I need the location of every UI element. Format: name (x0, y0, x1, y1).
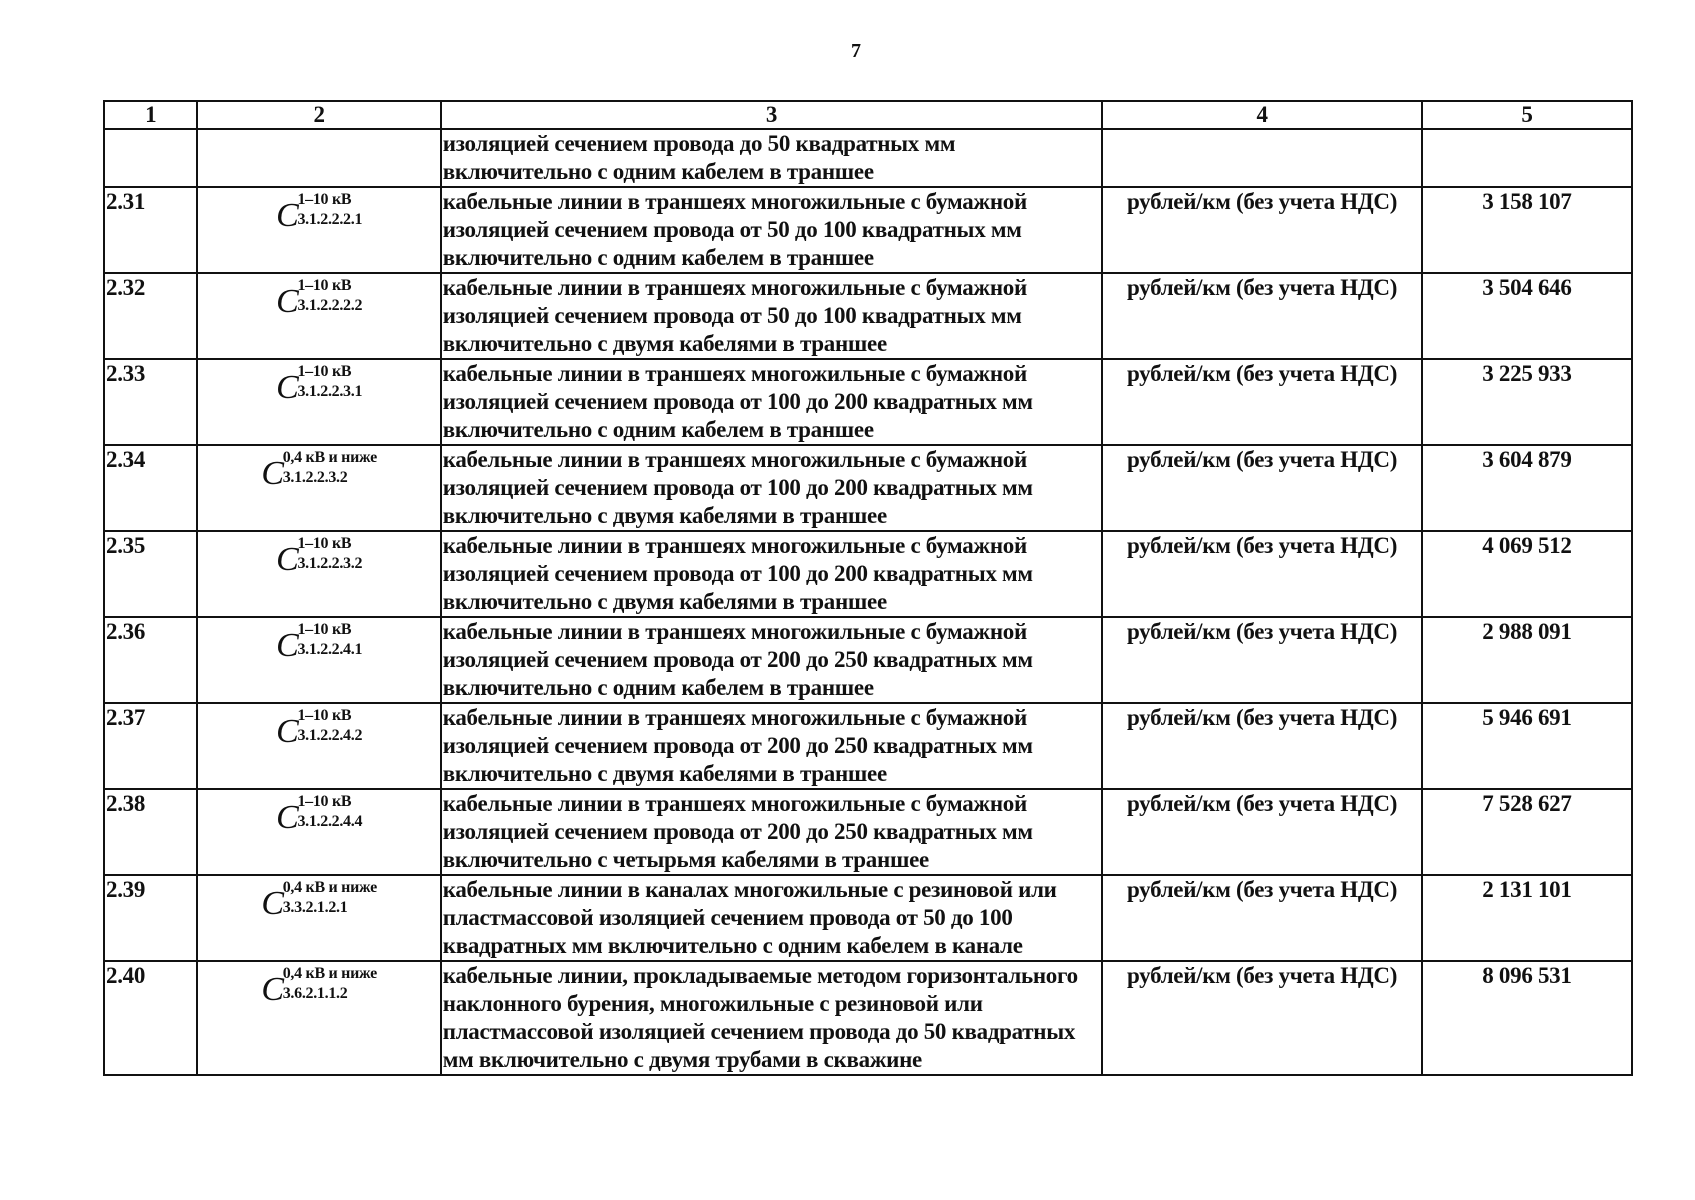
voltage-superscript: 0,4 кВ и ниже (282, 879, 377, 896)
code-subscript: 3.1.2.2.3.2 (297, 555, 363, 572)
code-cell (197, 359, 440, 445)
code-scripts (297, 276, 362, 316)
value-cell: 3 504 646 (1422, 273, 1632, 359)
column-header-2: 2 (197, 101, 440, 129)
tariff-code (276, 618, 362, 670)
code-subscript: 3.1.2.2.3.2 (282, 469, 348, 486)
code-letter: C (276, 369, 299, 406)
continuation-row (104, 129, 1632, 187)
code-subscript: 3.1.2.2.4.4 (297, 813, 363, 830)
tariff-code (276, 188, 362, 240)
table-row (104, 875, 1632, 961)
description-cell: кабельные линии в траншеях многожильные с бумажной изоляцией сечением провода от 50 до 100 квадратных мм включительно с одним кабелем в траншее (441, 187, 1102, 273)
unit-cell: рублей/км (без учета НДС) (1102, 273, 1422, 359)
unit-cell: рублей/км (без учета НДС) (1102, 789, 1422, 875)
voltage-superscript: 0,4 кВ и ниже (282, 965, 377, 982)
row-number: 2.34 (104, 445, 197, 531)
row-number: 2.40 (104, 961, 197, 1075)
tariff-code (276, 790, 362, 842)
description-cell: кабельные линии в каналах многожильные с резиновой или пластмассовой изоляцией сечением провода от 50 до 100 квадратных мм включительно с одним кабелем в канале (441, 875, 1102, 961)
voltage-superscript: 1–10 кВ (297, 191, 352, 208)
code-subscript: 3.1.2.2.4.2 (297, 727, 363, 744)
tariff-code (276, 360, 362, 412)
description-cell: кабельные линии в траншеях многожильные с бумажной изоляцией сечением провода от 200 до 250 квадратных мм включительно с одним кабелем в траншее (441, 617, 1102, 703)
value-cell (1422, 129, 1632, 187)
code-scripts (297, 190, 362, 230)
description-cell: кабельные линии в траншеях многожильные с бумажной изоляцией сечением провода от 50 до 100 квадратных мм включительно с двумя кабелями в траншее (441, 273, 1102, 359)
unit-cell: рублей/км (без учета НДС) (1102, 617, 1422, 703)
value-cell: 4 069 512 (1422, 531, 1632, 617)
voltage-superscript: 1–10 кВ (297, 363, 352, 380)
value-cell: 5 946 691 (1422, 703, 1632, 789)
voltage-superscript: 1–10 кВ (297, 621, 352, 638)
code-cell (197, 531, 440, 617)
code-scripts (283, 878, 377, 918)
table-row (104, 617, 1632, 703)
tariff-code (261, 962, 377, 1014)
table-body (104, 129, 1632, 1075)
table-row (104, 789, 1632, 875)
code-scripts (297, 362, 362, 402)
description-cell: кабельные линии в траншеях многожильные с бумажной изоляцией сечением провода от 200 до 250 квадратных мм включительно с четырьмя кабелями в траншее (441, 789, 1102, 875)
row-number: 2.39 (104, 875, 197, 961)
code-subscript: 3.1.2.2.3.1 (297, 383, 363, 400)
code-letter: C (261, 971, 284, 1008)
row-number: 2.35 (104, 531, 197, 617)
row-number: 2.33 (104, 359, 197, 445)
code-subscript: 3.6.2.1.1.2 (282, 985, 348, 1002)
voltage-superscript: 1–10 кВ (297, 793, 352, 810)
voltage-superscript: 0,4 кВ и ниже (282, 449, 377, 466)
code-cell (197, 875, 440, 961)
voltage-superscript: 1–10 кВ (297, 535, 352, 552)
code-letter: C (261, 455, 284, 492)
unit-cell: рублей/км (без учета НДС) (1102, 359, 1422, 445)
table-row (104, 961, 1632, 1075)
value-cell: 3 158 107 (1422, 187, 1632, 273)
unit-cell: рублей/км (без учета НДС) (1102, 187, 1422, 273)
code-letter: C (276, 283, 299, 320)
column-header-5: 5 (1422, 101, 1632, 129)
row-number: 2.32 (104, 273, 197, 359)
unit-cell: рублей/км (без учета НДС) (1102, 961, 1422, 1075)
table-row (104, 445, 1632, 531)
row-number: 2.36 (104, 617, 197, 703)
tariff-code (276, 274, 362, 326)
column-header-4: 4 (1102, 101, 1422, 129)
table-row (104, 531, 1632, 617)
tariff-code (276, 704, 362, 756)
page-number: 7 (851, 40, 861, 62)
num-cell (104, 129, 197, 187)
tariff-code (261, 876, 377, 928)
code-scripts (297, 792, 362, 832)
code-letter: C (276, 799, 299, 836)
row-number: 2.31 (104, 187, 197, 273)
description-cell: кабельные линии в траншеях многожильные с бумажной изоляцией сечением провода от 100 до 200 квадратных мм включительно с двумя кабелями в траншее (441, 531, 1102, 617)
description-cell: кабельные линии в траншеях многожильные с бумажной изоляцией сечением провода от 200 до 250 квадратных мм включительно с двумя кабелями в траншее (441, 703, 1102, 789)
code-letter: C (276, 713, 299, 750)
voltage-superscript: 1–10 кВ (297, 707, 352, 724)
code-scripts (297, 620, 362, 660)
table-header-row (104, 101, 1632, 129)
tariff-code (261, 446, 377, 498)
tariff-table (103, 100, 1633, 1076)
code-cell (197, 617, 440, 703)
row-number: 2.37 (104, 703, 197, 789)
table-row (104, 359, 1632, 445)
description-cell: изоляцией сечением провода до 50 квадратных мм включительно с одним кабелем в траншее (441, 129, 1102, 187)
code-scripts (297, 706, 362, 746)
code-letter: C (276, 541, 299, 578)
column-header-1: 1 (104, 101, 197, 129)
code-subscript: 3.1.2.2.2.1 (297, 211, 363, 228)
column-header-3: 3 (441, 101, 1102, 129)
description-cell: кабельные линии, прокладываемые методом горизонтального наклонного бурения, многожильные с резиновой или пластмассовой изоляцией сечением провода до 50 квадратных мм включительно с двумя трубами в скважине (441, 961, 1102, 1075)
unit-cell: рублей/км (без учета НДС) (1102, 445, 1422, 531)
value-cell: 8 096 531 (1422, 961, 1632, 1075)
code-subscript: 3.1.2.2.4.1 (297, 641, 363, 658)
description-cell: кабельные линии в траншеях многожильные с бумажной изоляцией сечением провода от 100 до 200 квадратных мм включительно с одним кабелем в траншее (441, 359, 1102, 445)
code-cell (197, 445, 440, 531)
unit-cell: рублей/км (без учета НДС) (1102, 703, 1422, 789)
value-cell: 2 988 091 (1422, 617, 1632, 703)
code-scripts (283, 448, 377, 488)
value-cell: 3 604 879 (1422, 445, 1632, 531)
code-cell (197, 703, 440, 789)
code-subscript: 3.1.2.2.2.2 (297, 297, 363, 314)
code-cell (197, 187, 440, 273)
value-cell: 7 528 627 (1422, 789, 1632, 875)
voltage-superscript: 1–10 кВ (297, 277, 352, 294)
code-cell (197, 129, 440, 187)
code-letter: C (276, 197, 299, 234)
unit-cell (1102, 129, 1422, 187)
code-scripts (297, 534, 362, 574)
unit-cell: рублей/км (без учета НДС) (1102, 875, 1422, 961)
code-cell (197, 961, 440, 1075)
code-cell (197, 273, 440, 359)
code-letter: C (276, 627, 299, 664)
value-cell: 3 225 933 (1422, 359, 1632, 445)
table-row (104, 187, 1632, 273)
tariff-code (276, 532, 362, 584)
code-scripts (283, 964, 377, 1004)
value-cell: 2 131 101 (1422, 875, 1632, 961)
code-letter: C (261, 885, 284, 922)
code-subscript: 3.3.2.1.2.1 (282, 899, 348, 916)
code-cell (197, 789, 440, 875)
description-cell: кабельные линии в траншеях многожильные с бумажной изоляцией сечением провода от 100 до 200 квадратных мм включительно с двумя кабелями в траншее (441, 445, 1102, 531)
table-row (104, 273, 1632, 359)
table-row (104, 703, 1632, 789)
unit-cell: рублей/км (без учета НДС) (1102, 531, 1422, 617)
row-number: 2.38 (104, 789, 197, 875)
